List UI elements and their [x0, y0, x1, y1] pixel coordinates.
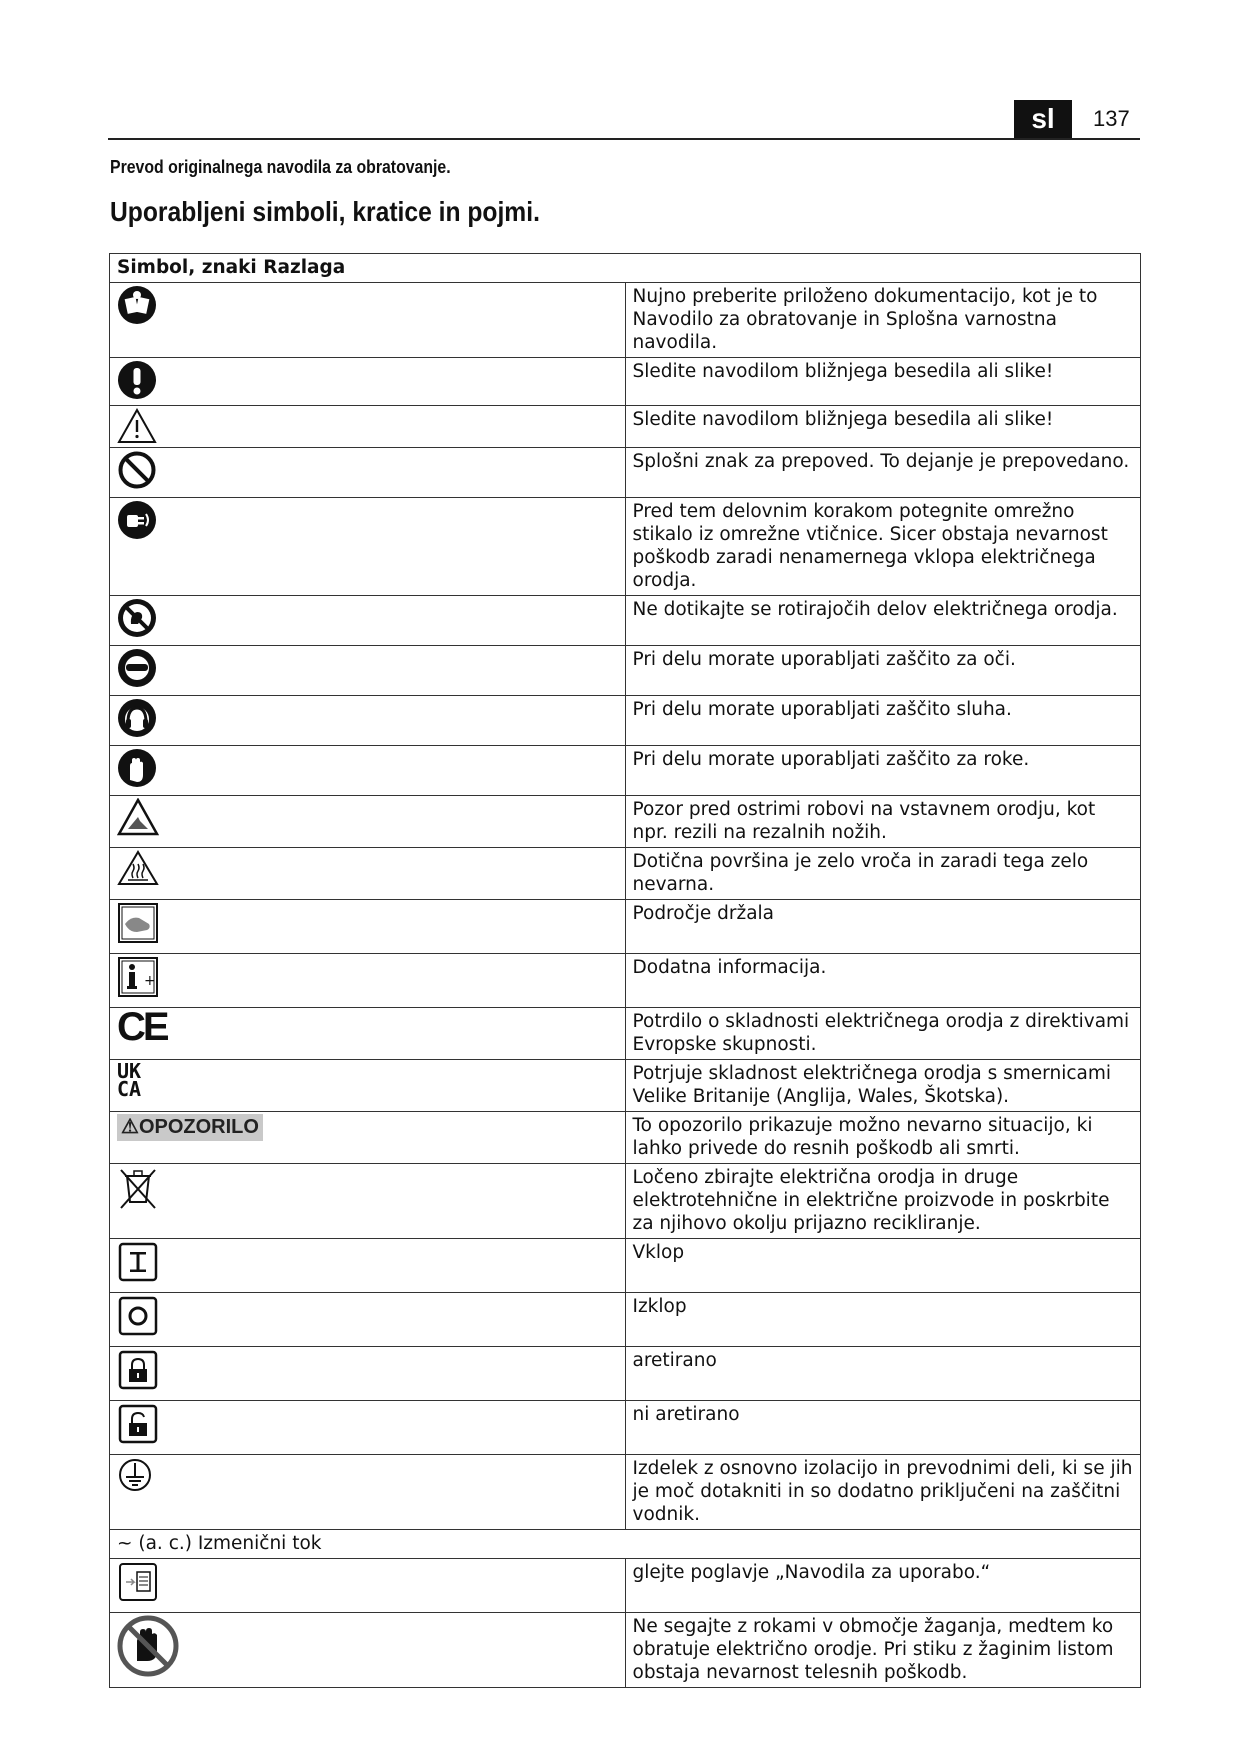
table-row — [110, 406, 1141, 448]
table-row — [110, 848, 1141, 900]
table-row-ac — [110, 1530, 1141, 1559]
explanation-cell: Ne segajte z rokami v območje žaganja, medtem ko obratuje električno orodje. Pri stiku z žaginim listom obstaja nevarnost telesnih poškodb. — [625, 1613, 1141, 1688]
table-row — [110, 646, 1141, 696]
symbol-cell — [110, 1613, 626, 1688]
ear-protection-icon — [117, 698, 618, 738]
symbol-cell — [110, 900, 626, 954]
symbol-cell — [110, 1164, 626, 1239]
table-row — [110, 954, 1141, 1008]
explanation-cell: Izdelek z osnovno izolacijo in prevodnimi deli, ki se jih je moč dotakniti in so dodatno priključeni na zaščitni vodnik. — [625, 1455, 1141, 1530]
symbol-cell — [110, 448, 626, 498]
see-chapter-icon — [117, 1561, 618, 1603]
weee-bin-icon — [117, 1166, 618, 1210]
info-plus-icon — [117, 956, 618, 998]
symbol-cell — [110, 1559, 626, 1613]
table-row — [110, 746, 1141, 796]
symbol-cell — [110, 498, 626, 596]
explanation-cell: Splošni znak za prepoved. To dejanje je prepovedano. — [625, 448, 1141, 498]
symbol-cell — [110, 406, 626, 448]
unplug-icon — [117, 500, 618, 540]
explanation-cell: Pozor pred ostrimi robovi na vstavnem orodju, kot npr. rezili na rezalnih nožih. — [625, 796, 1141, 848]
explanation-cell: Pri delu morate uporabljati zaščito za roke. — [625, 746, 1141, 796]
table-row — [110, 1613, 1141, 1688]
symbol-cell — [110, 358, 626, 406]
table-row — [110, 1060, 1141, 1112]
explanation-cell: Pri delu morate uporabljati zaščito za oči. — [625, 646, 1141, 696]
explanation-cell: glejte poglavje „Navodila za uporabo.“ — [625, 1559, 1141, 1613]
table-row — [110, 1347, 1141, 1401]
table-row — [110, 283, 1141, 358]
explanation-cell: Potrdilo o skladnosti električnega orodja z direktivami Evropske skupnosti. — [625, 1008, 1141, 1060]
svg-text:+: + — [144, 973, 156, 989]
explanation-cell: Dodatna informacija. — [625, 954, 1141, 1008]
read-manual-icon — [117, 285, 618, 325]
prohibition-icon — [117, 450, 618, 490]
explanation-cell: Pred tem delovnim korakom potegnite omrežno stikalo iz omrežne vtičnice. Sicer obstaja nevarnost poškodb zaradi nenamernega vklopa električnega orodja. — [625, 498, 1141, 596]
opozorilo-label-icon: ⚠OPOZORILO — [117, 1114, 263, 1141]
explanation-cell: Izklop — [625, 1293, 1141, 1347]
page-title: Uporabljeni simboli, kratice in pojmi. — [110, 196, 540, 227]
symbol-cell — [110, 1293, 626, 1347]
symbol-cell — [110, 646, 626, 696]
table-row — [110, 1008, 1141, 1060]
explanation-cell: Sledite navodilom bližnjega besedila ali slike! — [625, 406, 1141, 448]
lock-icon — [117, 1349, 618, 1391]
table-row — [110, 1293, 1141, 1347]
language-badge: sl — [1014, 100, 1072, 138]
symbol-cell — [110, 596, 626, 646]
symbol-cell — [110, 1112, 626, 1164]
page-number: 137 — [1093, 106, 1130, 131]
table-row — [110, 596, 1141, 646]
ukca-top: UK — [117, 1059, 142, 1083]
symbol-cell — [110, 1347, 626, 1401]
symbol-cell — [110, 746, 626, 796]
no-hands-cutting-icon — [117, 1615, 618, 1677]
table-row — [110, 1455, 1141, 1530]
symbol-cell — [110, 283, 626, 358]
table-row — [110, 1239, 1141, 1293]
unlock-icon — [117, 1403, 618, 1445]
table-row — [110, 900, 1141, 954]
table-row — [110, 358, 1141, 406]
explanation-cell: To opozorilo prikazuje možno nevarno situacijo, ki lahko privede do resnih poškodb ali smrti. — [625, 1112, 1141, 1164]
explanation-cell: Vklop — [625, 1239, 1141, 1293]
symbol-cell — [110, 1005, 626, 1060]
table-row — [110, 696, 1141, 746]
table-row — [110, 1164, 1141, 1239]
explanation-cell: Ločeno zbirajte električna orodja in druge elektrotehnične in električne proizvode in poskrbite za njihovo okolju prijazno recikliranje. — [625, 1164, 1141, 1239]
symbol-cell — [110, 848, 626, 900]
hot-surface-icon — [117, 850, 618, 886]
symbol-cell — [110, 1455, 626, 1530]
explanation-cell: Nujno preberite priloženo dokumentacijo, kot je to Navodilo za obratovanje in Splošna varnostna navodila. — [625, 283, 1141, 358]
symbol-cell — [110, 1060, 626, 1112]
symbol-cell — [110, 1401, 626, 1455]
power-on-icon — [117, 1241, 618, 1283]
grip-area-icon — [117, 902, 618, 944]
symbol-cell — [110, 696, 626, 746]
glove-icon — [117, 748, 618, 788]
table-row — [110, 498, 1141, 596]
ce-mark-icon: CE — [117, 1005, 167, 1049]
table-header: Simbol, znaki Razlaga — [110, 254, 1141, 283]
page-header — [108, 100, 1140, 140]
protective-earth-icon — [117, 1457, 618, 1493]
table-row — [110, 1559, 1141, 1613]
ukca-bottom: CA — [117, 1077, 142, 1101]
explanation-cell: Področje držala — [625, 900, 1141, 954]
symbols-table — [109, 253, 1141, 1688]
symbol-cell — [110, 954, 626, 1008]
explanation-cell: Dotična površina je zelo vroča in zaradi tega zelo nevarna. — [625, 848, 1141, 900]
symbol-cell — [110, 796, 626, 848]
explanation-cell: Sledite navodilom bližnjega besedila ali slike! — [625, 358, 1141, 406]
symbol-cell — [110, 1239, 626, 1293]
table-row — [110, 448, 1141, 498]
table-row — [110, 1112, 1141, 1164]
table-row — [110, 796, 1141, 848]
sharp-edge-warning-icon — [117, 798, 618, 836]
explanation-cell: Pri delu morate uporabljati zaščito sluha. — [625, 696, 1141, 746]
table-row — [110, 1401, 1141, 1455]
ukca-mark-icon — [117, 1059, 618, 1101]
explanation-cell: aretirano — [625, 1347, 1141, 1401]
table-header-row — [110, 254, 1141, 283]
document-subtitle: Prevod originalnega navodila za obratovanje. — [110, 157, 451, 177]
explanation-cell: Ne dotikajte se rotirajočih delov električnega orodja. — [625, 596, 1141, 646]
explanation-cell: Potrjuje skladnost električnega orodja s smernicami Velike Britanije (Anglija, Wales, Škotska). — [625, 1060, 1141, 1112]
warning-triangle-icon — [117, 408, 618, 444]
mandatory-exclamation-icon — [117, 360, 618, 400]
ac-cell: ~ (a. c.) Izmenični tok — [110, 1530, 1141, 1559]
explanation-cell: ni aretirano — [625, 1401, 1141, 1455]
no-touch-rotating-icon — [117, 598, 618, 638]
eye-protection-icon — [117, 648, 618, 688]
opozorilo-text: OPOZORILO — [138, 1116, 259, 1138]
power-off-icon — [117, 1295, 618, 1337]
